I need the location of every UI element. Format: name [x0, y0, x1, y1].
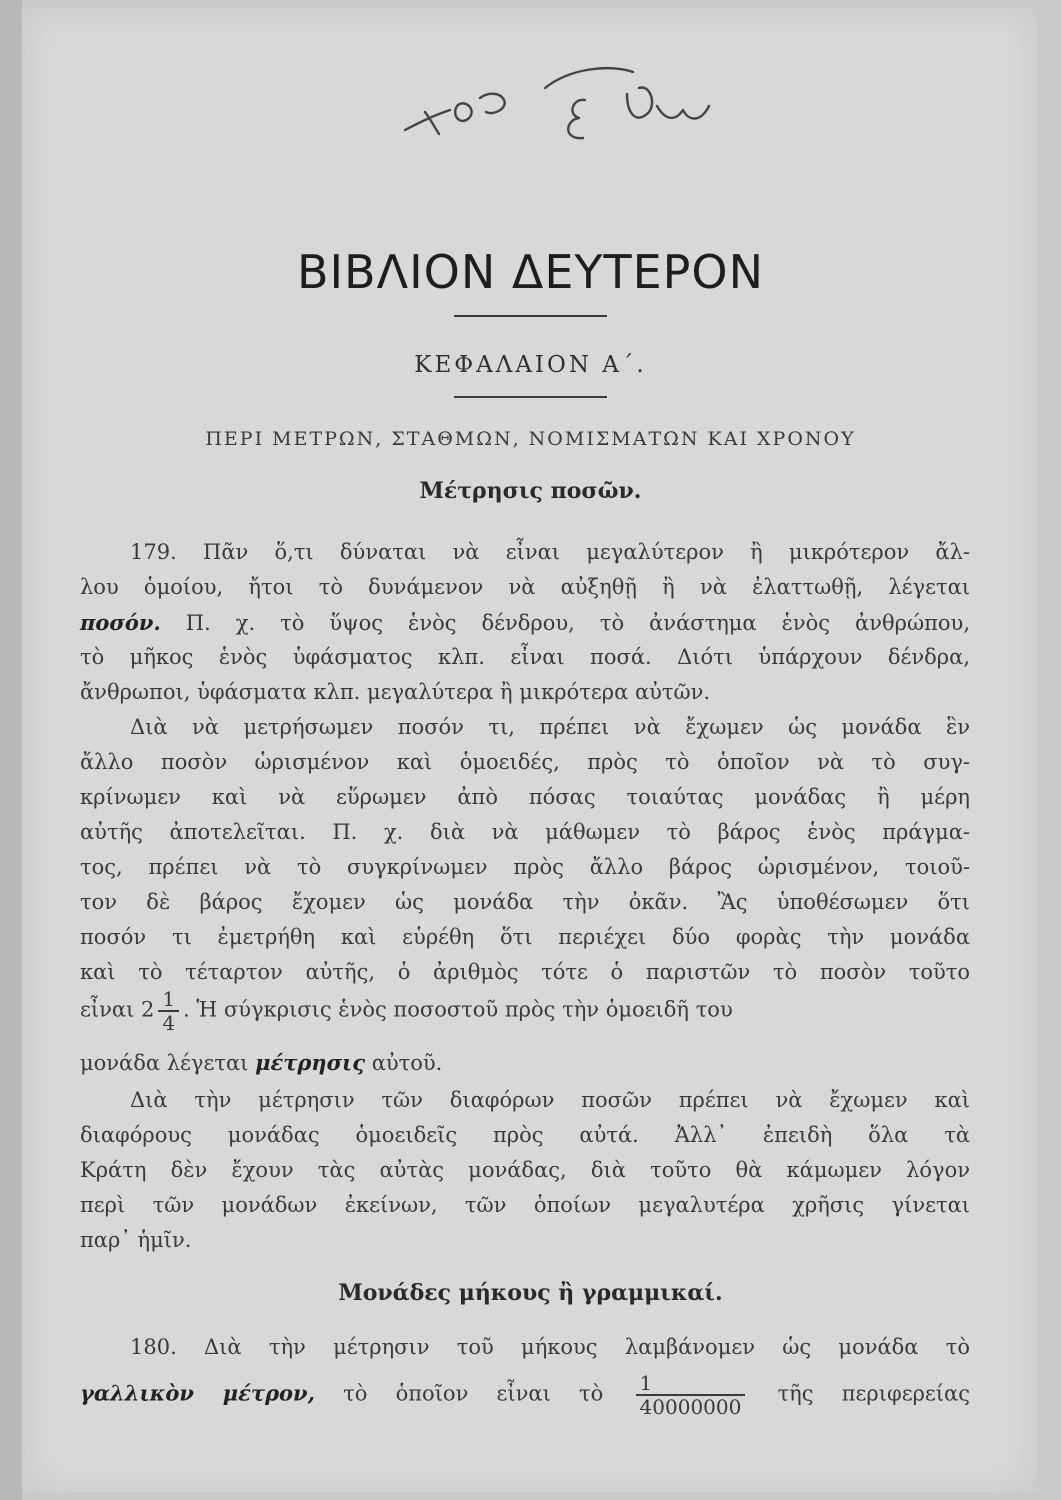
term-poson: ποσόν.	[80, 610, 161, 635]
text-fragment: τῆς περιφερείας	[777, 1381, 970, 1406]
handwritten-note	[395, 60, 755, 150]
book-title: ΒΙΒΛΙΟΝ ΔΕΥΤΕΡΟΝ	[296, 245, 765, 299]
text-line	[80, 1372, 970, 1418]
fraction-numerator: 1	[158, 988, 179, 1012]
text-line: ἄλλο ποσὸν ὡρισμένον καὶ ὁμοειδές, πρὸς τὸ ὁποῖον νὰ τὸ συγ-	[80, 750, 970, 774]
fraction-numerator: 1	[636, 1372, 746, 1396]
text-line: αὐτῆς ἀποτελεῖται. Π. χ. διὰ νὰ μάθωμεν τὸ βάρος ἑνὸς πράγμα-	[80, 820, 970, 844]
chapter-divider	[454, 396, 607, 398]
text-fragment: Π. χ. τὸ ὕψος ἑνὸς δένδρου, τὸ ἀνάστημα ἑνὸς ἀνθρώπου,	[185, 611, 970, 635]
subheading-length-units: Μονάδες μήκους ἢ γραμμικαί.	[338, 1280, 723, 1306]
fraction-denominator: 4	[162, 1011, 176, 1035]
text-line: Διὰ τὴν μέτρησιν τῶν διαφόρων ποσῶν πρέπει νὰ ἔχωμεν καὶ	[130, 1088, 970, 1112]
text-line: παρ᾽ ἡμῖν.	[80, 1228, 192, 1252]
section-title: ΠΕΡΙ ΜΕΤΡΩΝ, ΣΤΑΘΜΩΝ, ΝΟΜΙΣΜΑΤΩΝ ΚΑΙ ΧΡΟΝΟΥ	[205, 428, 856, 450]
title-divider	[454, 315, 607, 317]
text-fragment: αὐτοῦ.	[371, 1051, 443, 1075]
text-line: περὶ τῶν μονάδων ἐκείνων, τῶν ὁποίων μεγαλυτέρα χρῆσις γίνεται	[80, 1193, 970, 1217]
text-line: διαφόρους μονάδας ὁμοειδεῖς πρὸς αὐτά. Ἀλλ᾽ ἐπειδὴ ὅλα τὰ	[80, 1123, 970, 1147]
text-line: τος, πρέπει νὰ τὸ συγκρίνωμεν πρὸς ἄλλο βάρος ὡρισμένον, τοιοῦ-	[80, 855, 970, 879]
book-spine-edge	[0, 0, 22, 1500]
text-line	[80, 988, 970, 1034]
subheading-measurement: Μέτρησις ποσῶν.	[419, 478, 642, 504]
text-fragment: μονάδα λέγεται	[80, 1051, 249, 1075]
text-fragment: . Ἡ σύγκρισις ἑνὸς ποσοστοῦ πρὸς τὴν ὁμοειδῆ του	[183, 997, 733, 1022]
fraction-metre	[636, 1372, 746, 1418]
term-metre: γαλλικὸν μέτρον,	[80, 1380, 315, 1406]
fraction-denominator: 40000000	[639, 1395, 742, 1419]
text-line: Διὰ νὰ μετρήσωμεν ποσόν τι, πρέπει νὰ ἔχωμεν ὡς μονάδα ἓν	[130, 715, 970, 739]
text-line: λου ὁμοίου, ἤτοι τὸ δυνάμενον νὰ αὐξηθῇ ἢ νὰ ἐλαττωθῇ, λέγεται	[80, 575, 970, 599]
text-line: ποσόν τι ἐμετρήθη καὶ εὑρέθη ὅτι περιέχει δύο φορὰς τὴν μονάδα	[80, 925, 970, 949]
text-line: 179. Πᾶν ὅ,τι δύναται νὰ εἶναι μεγαλύτερον ἢ μικρότερον ἄλ-	[130, 540, 970, 564]
chapter-heading: ΚΕΦΑΛΑΙΟΝ Α΄.	[414, 352, 647, 378]
text-line: τον δὲ βάρος ἔχομεν ὡς μονάδα τὴν ὀκᾶν. Ἂς ὑποθέσωμεν ὅτι	[80, 890, 970, 914]
text-fragment: εἶναι 2	[80, 997, 155, 1022]
fraction-one-quarter	[158, 988, 179, 1034]
text-line	[80, 610, 970, 635]
text-line: τὸ μῆκος ἑνὸς ὑφάσματος κλπ. εἶναι ποσά. Διότι ὑπάρχουν δένδρα,	[80, 645, 970, 669]
text-line: καὶ τὸ τέταρτον αὐτῆς, ὁ ἀριθμὸς τότε ὁ παριστῶν τὸ ποσὸν τοῦτο	[80, 960, 970, 984]
text-line: Κράτη δὲν ἔχουν τὰς αὐτὰς μονάδας, διὰ τοῦτο θὰ κάμωμεν λόγον	[80, 1158, 970, 1182]
term-metrisis: μέτρησις	[255, 1050, 366, 1075]
text-line: κρίνωμεν καὶ νὰ εὕρωμεν ἀπὸ πόσας τοιαύτας μονάδας ἢ μέρη	[80, 785, 970, 809]
text-fragment: τὸ ὁποῖον εἶναι τὸ	[343, 1381, 604, 1406]
text-line: 180. Διὰ τὴν μέτρησιν τοῦ μήκους λαμβάνομεν ὡς μονάδα τὸ	[130, 1335, 970, 1359]
text-line: ἄνθρωποι, ὑφάσματα κλπ. μεγαλύτερα ἢ μικρότερα αὐτῶν.	[80, 680, 711, 704]
text-line	[80, 1050, 970, 1075]
